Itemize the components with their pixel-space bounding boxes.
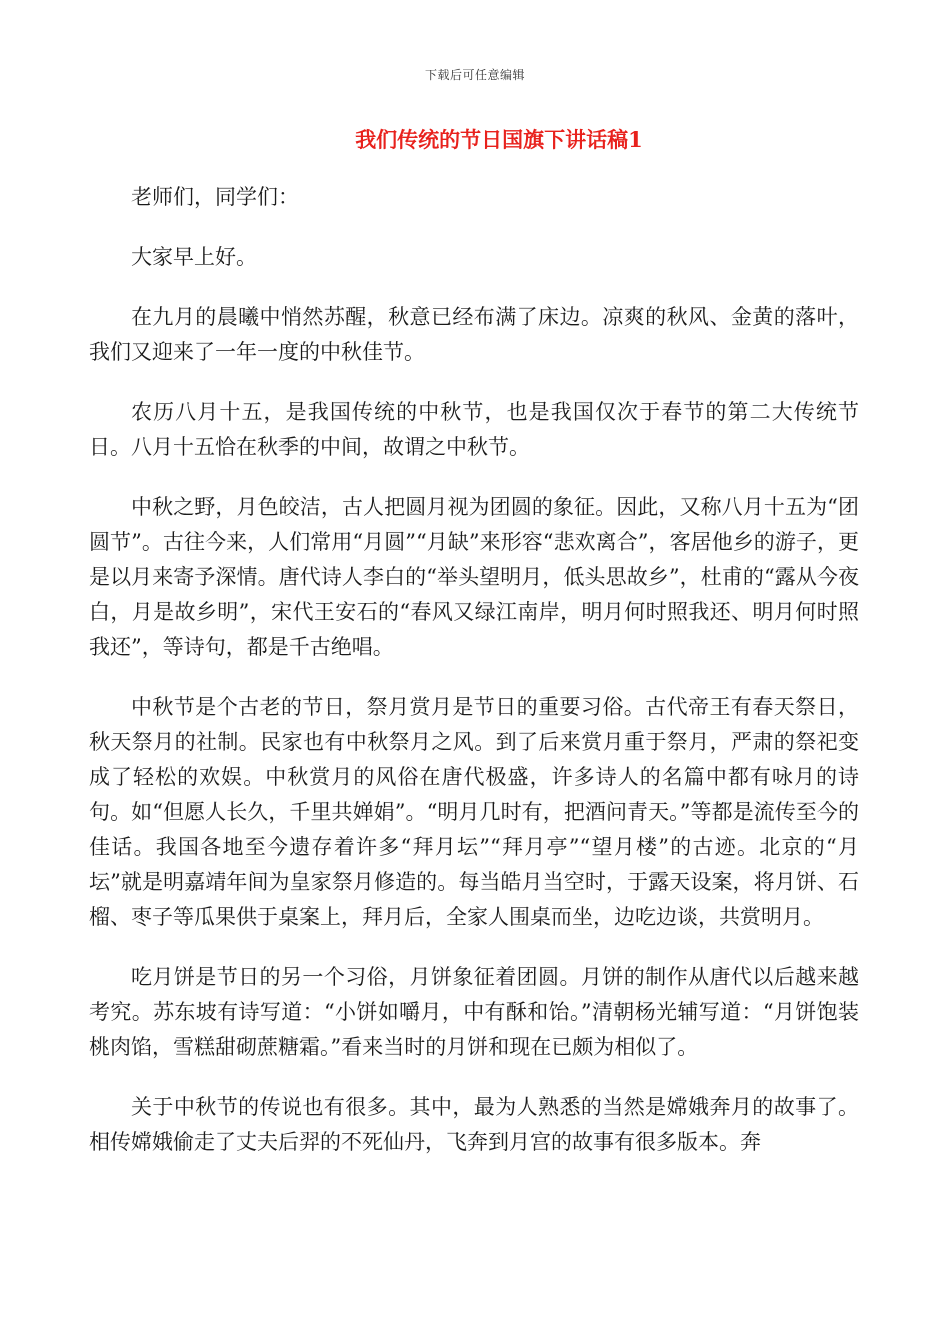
header-note: 下载后可任意编辑 bbox=[424, 68, 525, 82]
paragraph-legend: 关于中秋节的传说也有很多。其中，最为人熟悉的当然是嫦娥奔月的故事了。相传嫦娥偷走了丈夫后羿的不死仙丹，飞奔到月宫的故事有很多版本。奔 bbox=[89, 1095, 859, 1154]
paragraph-autumn: 在九月的晨曦中悄然苏醒，秋意已经布满了床边。凉爽的秋风、金黄的落叶，我们又迎来了一年一度的中秋佳节。 bbox=[89, 305, 859, 364]
paragraph-reunion: 中秋之野，月色皎洁，古人把圆月视为团圆的象征。因此，又称八月十五为“团圆节”。古往今来，人们常用“月圆”“月缺”来形容“悲欢离合”，客居他乡的游子，更是以月来寄予深情。唐代诗人李白的“举头望明月，低头思故乡”，杜甫的“露从今夜白，月是故乡明”，宋代王安石的“春风又绿江南岸，明月何时照我还、明月何时照我还”，等诗句，都是千古绝唱。 bbox=[89, 495, 859, 659]
paragraph-morning: 大家早上好。 bbox=[131, 245, 257, 269]
paragraph-lunar-calendar: 农历八月十五，是我国传统的中秋节，也是我国仅次于春节的第二大传统节日。八月十五恰在秋季的中间，故谓之中秋节。 bbox=[89, 400, 859, 459]
paragraph-moon-worship: 中秋节是个古老的节日，祭月赏月是节日的重要习俗。古代帝王有春天祭日，秋天祭月的社制。民家也有中秋祭月之风。到了后来赏月重于祭月，严肃的祭祀变成了轻松的欢娱。中秋赏月的风俗在唐代极盛，许多诗人的名篇中都有咏月的诗句。如“但愿人长久，千里共婵娟”。“明月几时有，把酒问青天。”等都是流传至今的佳话。我国各地至今遗存着许多“拜月坛”“拜月亭”“望月楼”的古迹。北京的“月坛”就是明嘉靖年间为皇家祭月修造的。每当皓月当空时，于露天设案，将月饼、石榴、枣子等瓜果供于桌案上，拜月后，全家人围桌而坐，边吃边谈，共赏明月。 bbox=[89, 695, 859, 929]
paragraph-mooncake: 吃月饼是节日的另一个习俗，月饼象征着团圆。月饼的制作从唐代以后越来越考究。苏东坡有诗写道：“小饼如嚼月，中有酥和饴。”清朝杨光辅写道：“月饼饱装桃肉馅，雪糕甜砌蔗糖霜。”看来当时的月饼和现在已颇为相似了。 bbox=[89, 965, 859, 1059]
paragraph-greeting: 老师们，同学们： bbox=[131, 185, 299, 209]
document-body bbox=[89, 180, 859, 1185]
document-title: 我们传统的节日国旗下讲话稿1 bbox=[355, 127, 643, 152]
